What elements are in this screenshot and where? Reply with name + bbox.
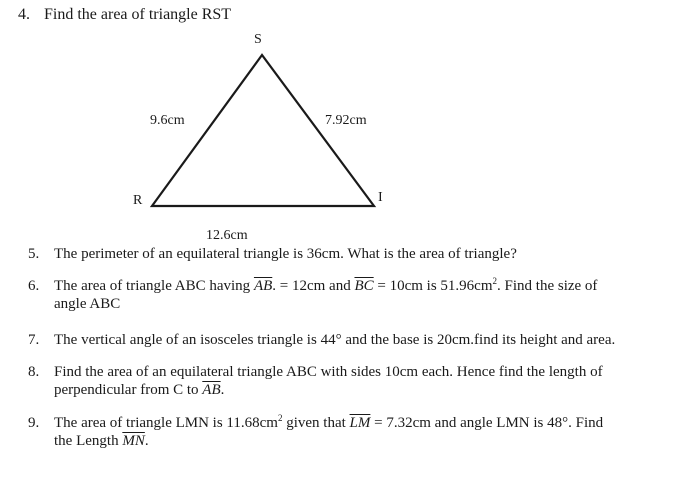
- question-text: .: [220, 382, 225, 398]
- question-text: . Find the size of: [497, 278, 598, 294]
- question-text: .: [144, 433, 149, 449]
- side-rt-label: 12.6cm: [206, 228, 248, 243]
- question-5: [28, 245, 517, 263]
- question-text: The area of triangle ABC having: [54, 278, 254, 294]
- superscript: 2: [492, 276, 498, 286]
- question-number: 8.: [28, 364, 40, 380]
- question-text: The area of triangle LMN is 11.68cm: [54, 415, 278, 431]
- question-number: 9.: [28, 415, 40, 431]
- question-text: The perimeter of an equilateral triangle is 36cm. What is the area of triangle?: [54, 246, 517, 262]
- vertex-r-label: R: [133, 193, 143, 208]
- segment-lm: $\overline{LM}$: [349, 415, 371, 431]
- question-number: 7.: [28, 332, 40, 348]
- segment-bc: $\overline{BC}$: [354, 278, 374, 294]
- segment-ab: $\overline{AB}$: [253, 278, 273, 294]
- question-text: = 7.32cm and angle LMN is 48°. Find: [370, 415, 604, 431]
- question-text: The vertical angle of an isosceles triangle is 44° and the base is 20cm.find its height and area.: [54, 332, 616, 348]
- triangle-rst-shape: [152, 55, 374, 206]
- segment-mn: $\overline{MN}$: [122, 433, 145, 449]
- vertex-t-label: I: [378, 190, 383, 205]
- side-rs-label: 9.6cm: [150, 113, 185, 128]
- question-7: [28, 331, 615, 349]
- segment-ab: $\overline{AB}$: [202, 382, 221, 398]
- question-6: [28, 277, 597, 313]
- question-text: Find the area of triangle RST: [44, 6, 232, 23]
- superscript: 2: [277, 413, 283, 423]
- vertex-s-label: S: [254, 32, 262, 47]
- question-text: given that: [282, 415, 350, 431]
- side-st-label: 7.92cm: [325, 113, 367, 128]
- question-8: [28, 363, 603, 399]
- question-text: . = 12cm and: [272, 278, 355, 294]
- question-text-line-2: perpendicular from C to: [54, 382, 203, 398]
- question-text-line-2: angle ABC: [54, 296, 121, 312]
- question-number: 6.: [28, 278, 40, 294]
- question-number: 5.: [28, 246, 40, 262]
- question-text: = 10cm is 51.96cm: [373, 278, 493, 294]
- question-text-line-2: the Length: [54, 433, 123, 449]
- question-number: 4.: [18, 6, 30, 23]
- question-text: Find the area of an equilateral triangle ABC with sides 10cm each. Hence find the length of: [54, 364, 603, 380]
- question-9: [28, 414, 603, 450]
